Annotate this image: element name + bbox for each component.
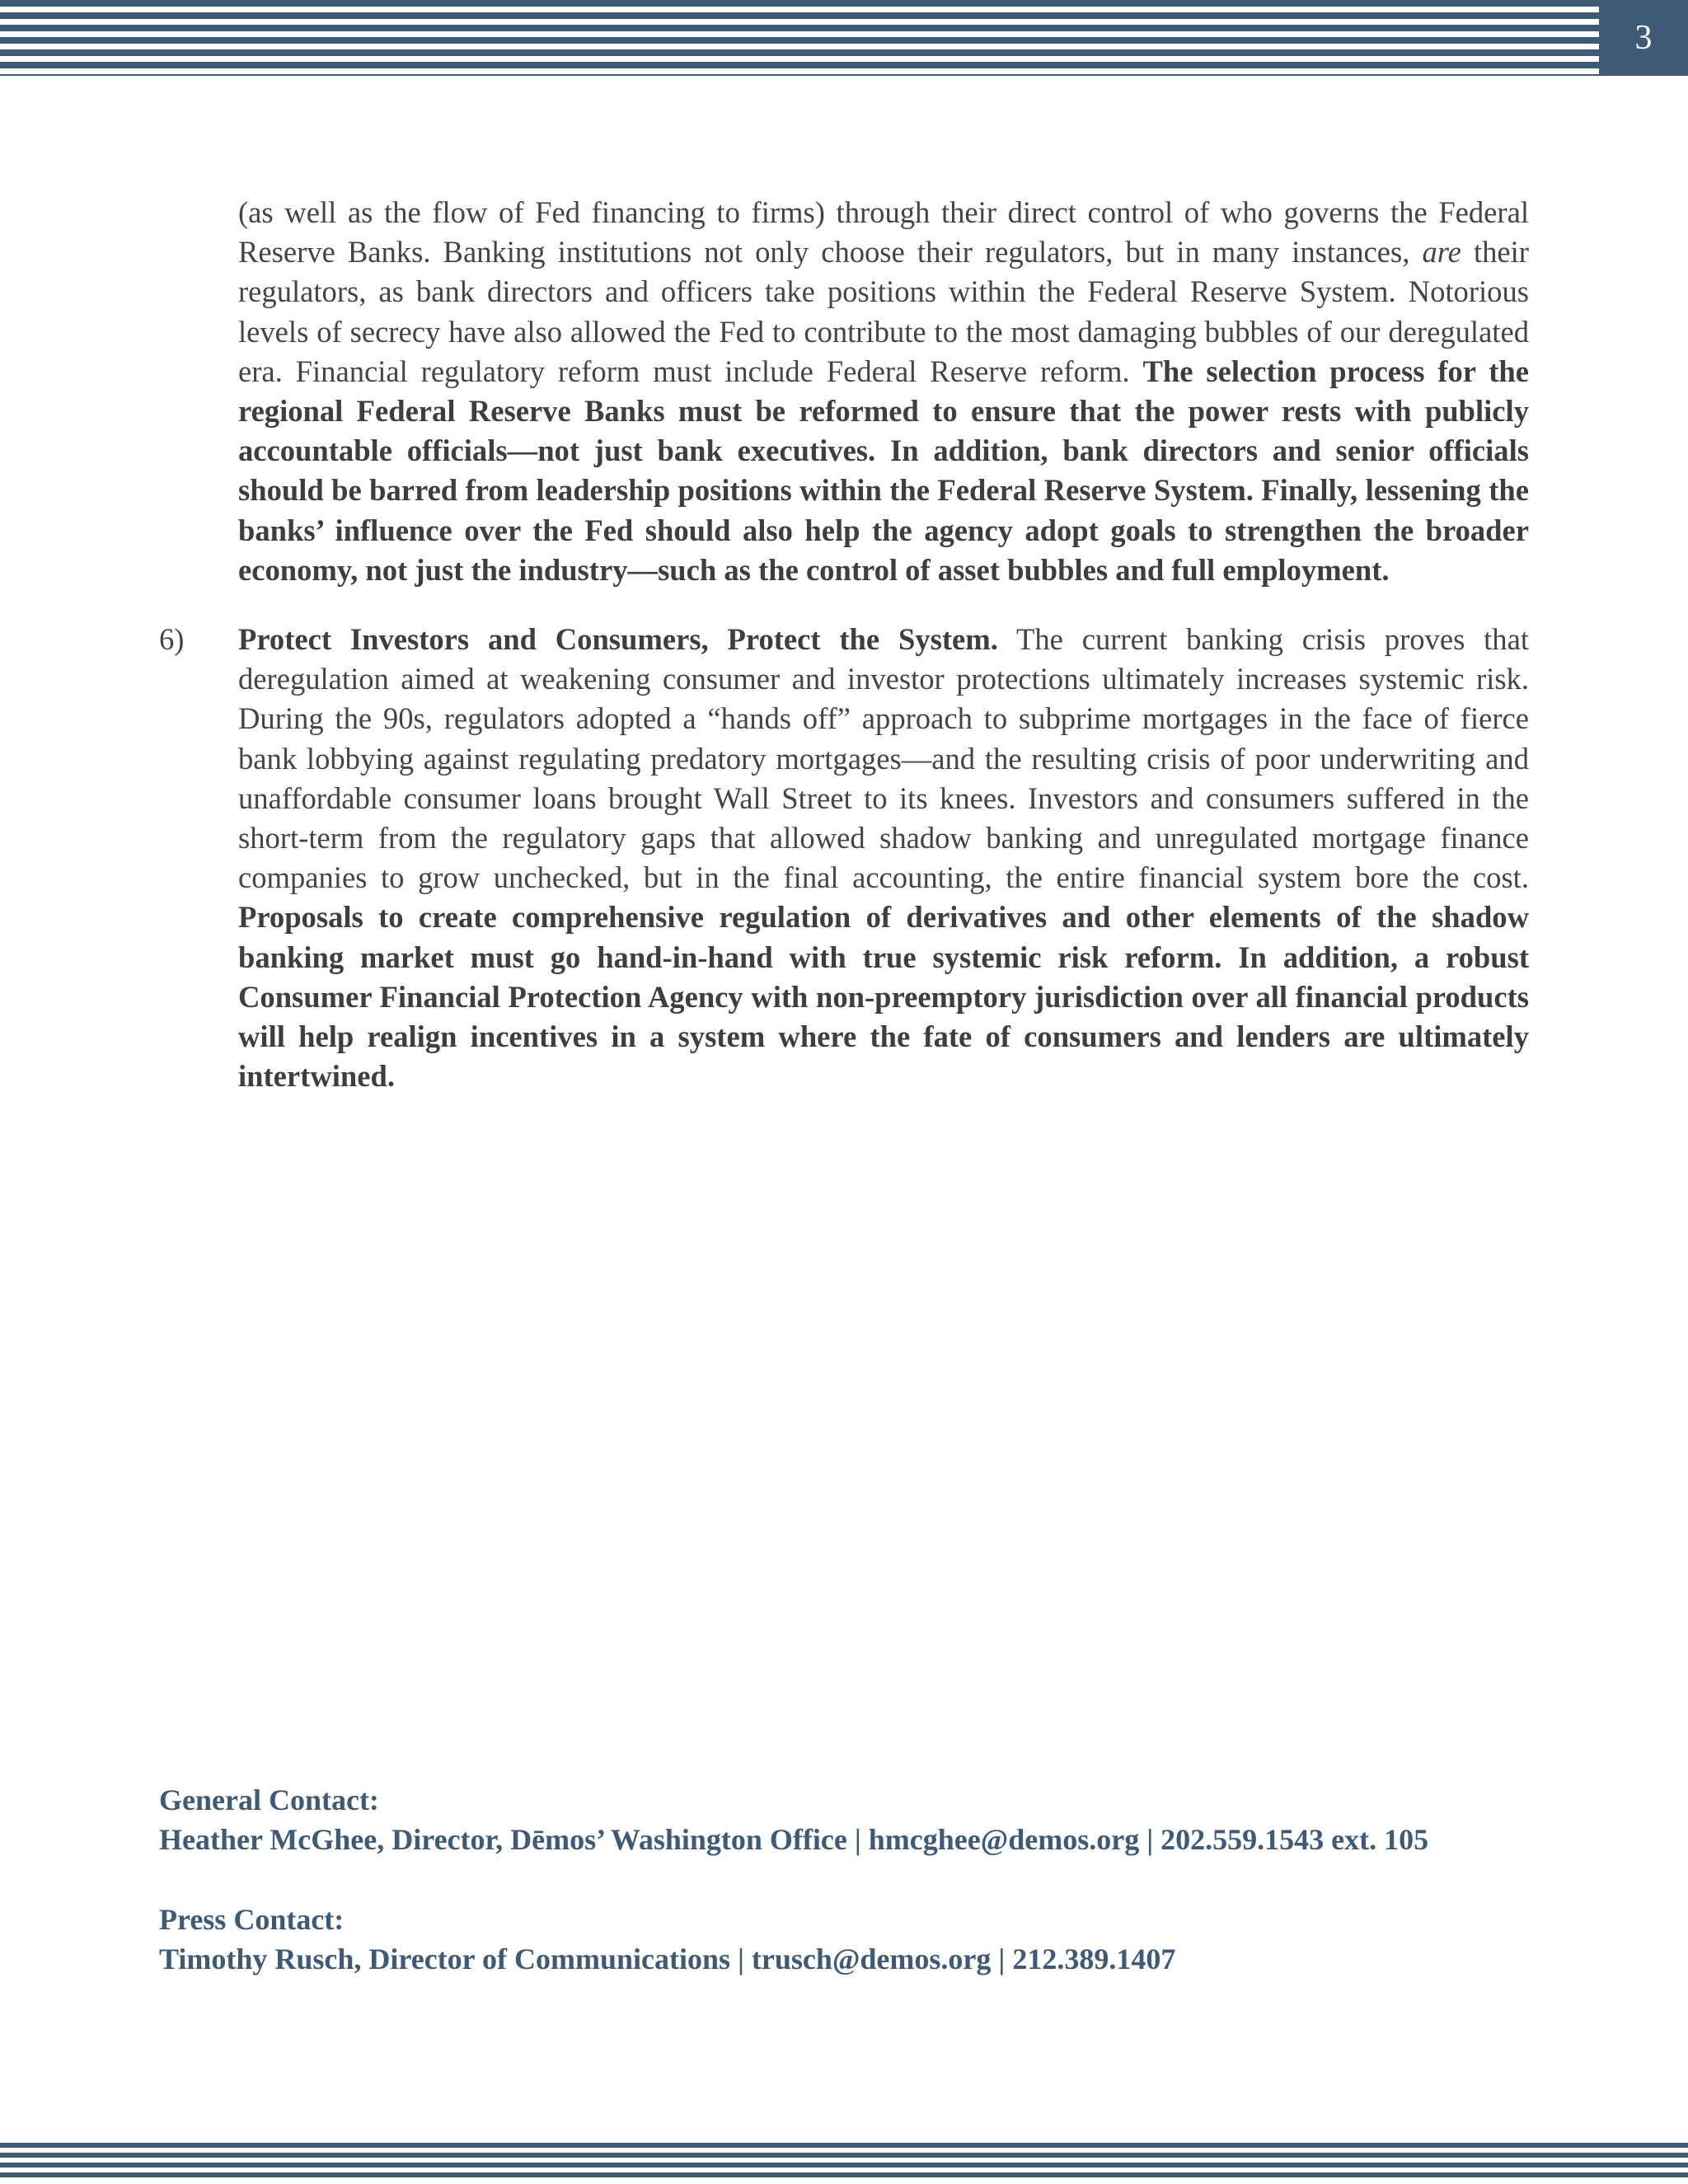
paragraph-bold-text: The selection process for the regional Federal Reserve Banks must be reformed to ensure that the power rests with publicly accountable officials—not just bank executives. In addition, bank directors and senior officials should be barred from leadership positions within the Federal Reserve System. Finally, lessening the banks’ influence over the Fed should also help the agency adopt goals to strengthen the broader economy, not just the industry—such as the control of asset bubbles and full employment. <box>238 354 1529 587</box>
header-stripes <box>0 0 1599 76</box>
general-contact <box>159 1780 1428 1859</box>
general-contact-details: Heather McGhee, Director, Dēmos’ Washington Office | hmcghee@demos.org | 202.559.1543 ext. 105 <box>159 1823 1429 1856</box>
footer-stripes <box>0 2143 1688 2182</box>
press-contact-label: Press Contact: <box>159 1903 345 1936</box>
list-item-6 <box>238 620 1529 1096</box>
paragraph-text-1: (as well as the flow of Fed financing to firms) through their direct control of who governs the Federal Reserve Banks. Banking institutions not only choose their regulators, but in many instances, <box>238 195 1529 269</box>
page-number-text: 3 <box>1634 19 1653 57</box>
list-item-text: The current banking crisis proves that deregulation aimed at weakening consumer and investor protections ultimately increases systemic risk. During the 90s, regulators adopted a “hands off” approach to subprime mortgages in the face of fierce bank lobbying against regulating predatory mortgages—and the resulting crisis of poor underwriting and unaffordable consumer loans brought Wall Street to its knees. Investors and consumers suffered in the short-term from the regulatory gaps that allowed shadow banking and unregulated mortgage finance companies to grow unchecked, but in the final accounting, the entire financial system bore the cost. <box>238 622 1529 895</box>
list-item-heading: Protect Investors and Consumers, Protect the System. <box>238 622 998 656</box>
general-contact-label: General Contact: <box>159 1783 379 1816</box>
continued-paragraph <box>238 193 1529 590</box>
paragraph-italic-text: are <box>1422 235 1461 269</box>
paragraph-text-2: their regulators, as bank directors and officers take positions within the Federal Reserve System. Notorious levels of secrecy have also allowed the Fed to contribute to the most damaging bubbles of our deregulated era. Financial regulatory reform must include Federal Reserve reform. <box>238 235 1529 388</box>
press-contact <box>159 1900 1175 1979</box>
press-contact-details: Timothy Rusch, Director of Communications | trusch@demos.org | 212.389.1407 <box>159 1943 1176 1975</box>
page-number <box>1599 0 1688 76</box>
list-item-bold-text: Proposals to create comprehensive regulation of derivatives and other elements of the shadow banking market must go hand-in-hand with true systemic risk reform. In addition, a robust Consumer Financial Protection Agency with non-preemptory jurisdiction over all financial products will help realign incentives in a system where the fate of consumers and lenders are ultimately intertwined. <box>238 900 1529 1094</box>
list-item-number: 6) <box>159 622 185 656</box>
